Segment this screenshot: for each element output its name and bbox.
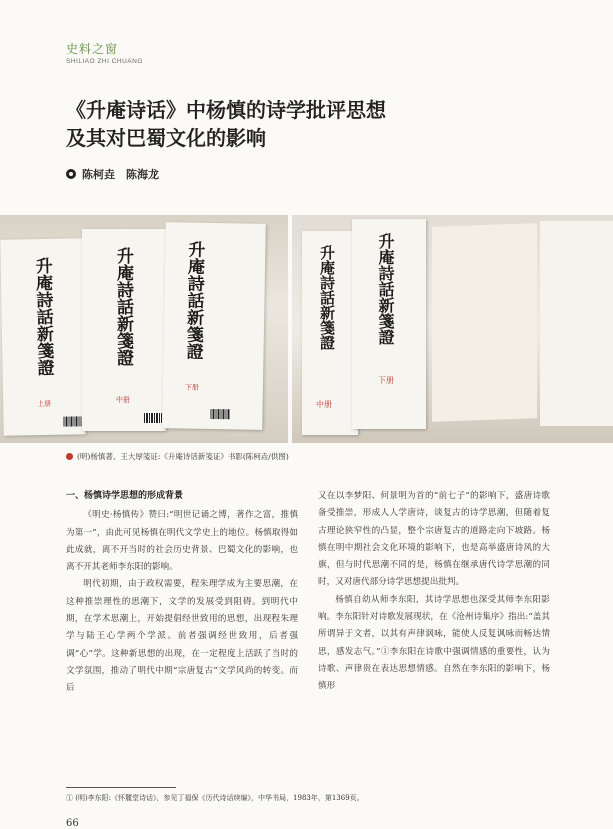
section-heading: 一、杨慎诗学思想的形成背景 (66, 491, 184, 501)
barcode (63, 416, 81, 426)
paragraph: 杨慎自幼从师李东阳，其诗学思想也深受其师李东阳影响。李东阳针对诗歌发展现状，在《沧州诗集序》指出:“盖其所谓异于文者，以其有声律讽咏，能使人反复讽咏而畅达情思，感发志气。”①李东阳在诗歌中强调情感的重要性，认为诗歌、声律贵在表达思想情感。自然在李东阳的影响下，杨慎形 (318, 594, 550, 692)
paragraph: 《明史·杨慎传》赞曰:“明世记诵之博，著作之富，推慎为第一”，由此可见杨慎在明代文学史上的地位。杨慎取得如此成就，离不开当时的社会历史背景、巴蜀文化的影响，也离不开其老师李东阳的影响。 (66, 510, 298, 573)
book-volume-2-closed (302, 231, 358, 435)
footnote-rule (66, 787, 176, 788)
left-column (66, 488, 298, 698)
authors (66, 166, 159, 182)
article-title (66, 96, 386, 152)
right-column (318, 488, 550, 696)
book-volume-2 (82, 229, 166, 431)
book-volume-1 (0, 238, 85, 435)
book-volume-3 (162, 222, 266, 430)
title-line-1: 《升庵诗话》中杨慎的诗学批评思想 (66, 98, 386, 122)
book-title: 升庵詩話新箋證 (113, 247, 133, 366)
caption-bullet-icon (66, 453, 73, 460)
volume-label: 中册 (116, 396, 130, 404)
section-title-en: SHILIAO ZHI CHUANG (66, 58, 143, 65)
author-names: 陈柯垚 陈海龙 (82, 168, 159, 181)
bullet-icon (66, 169, 76, 179)
book-volume-3-closed (352, 219, 426, 429)
book-photo-right (292, 215, 613, 443)
volume-label: 下册 (184, 383, 199, 392)
title-line-2: 及其对巴蜀文化的影响 (66, 126, 266, 150)
caption-text: (明)杨慎著、王大厚笺证:《升庵诗话新笺证》书影(陈柯垚/供图) (77, 452, 289, 461)
volume-label: 中册 (316, 400, 332, 409)
volume-label: 下册 (378, 376, 394, 385)
barcode (144, 413, 162, 423)
figure-caption (66, 451, 289, 462)
paragraph: 明代初期，由于政权需要，程朱理学成为主要思潮，在这种推崇理性的思潮下，文学的发展受到阻碍。到明代中期，在学术思潮上，开始提倡经世致用的思想，出现程朱理学与陆王心学两个学派。前者强调经世致用，后者强调“心”学。这种新思想的出现，在一定程度上活跃了当时的文学氛围，推动了明代中期“宗唐复古”文学风尚的转变。而后 (66, 579, 298, 694)
book-title: 升庵詩話新箋證 (376, 233, 395, 345)
page-number: 66 (66, 818, 79, 829)
footnote: ① (明)李东阳:《怀麓堂诗话》，参见丁福保《历代诗话续编》，中华书局，1983年，第1369页。 (66, 794, 364, 802)
section-header (66, 40, 143, 65)
book-title: 升庵詩話新箋證 (31, 256, 54, 377)
book-title: 升庵詩話新箋證 (318, 245, 336, 350)
open-book-page-right (540, 221, 613, 426)
book-title: 升庵詩話新箋證 (182, 240, 205, 360)
section-title-cn: 史料之窗 (66, 42, 119, 56)
barcode (210, 409, 230, 419)
paragraph: 又在以李梦阳、何景明为首的“前七子”的影响下，盛唐诗歌备受推崇，形成人人学唐诗，谈复古的诗学思潮，但随着复古理论狭窄性的凸显，整个宗唐复古的道路走向下坡路。杨慎在明中期社会文化环境的影响下，也是高举盛唐诗风的大旗，但与时代思潮不同的是，杨慎在继承唐代诗学思潮的同时，又对唐代部分诗学思想提出批判。 (318, 491, 550, 588)
volume-label: 上册 (37, 399, 52, 409)
book-photo-left (0, 215, 288, 443)
open-book-page-left (432, 223, 537, 422)
